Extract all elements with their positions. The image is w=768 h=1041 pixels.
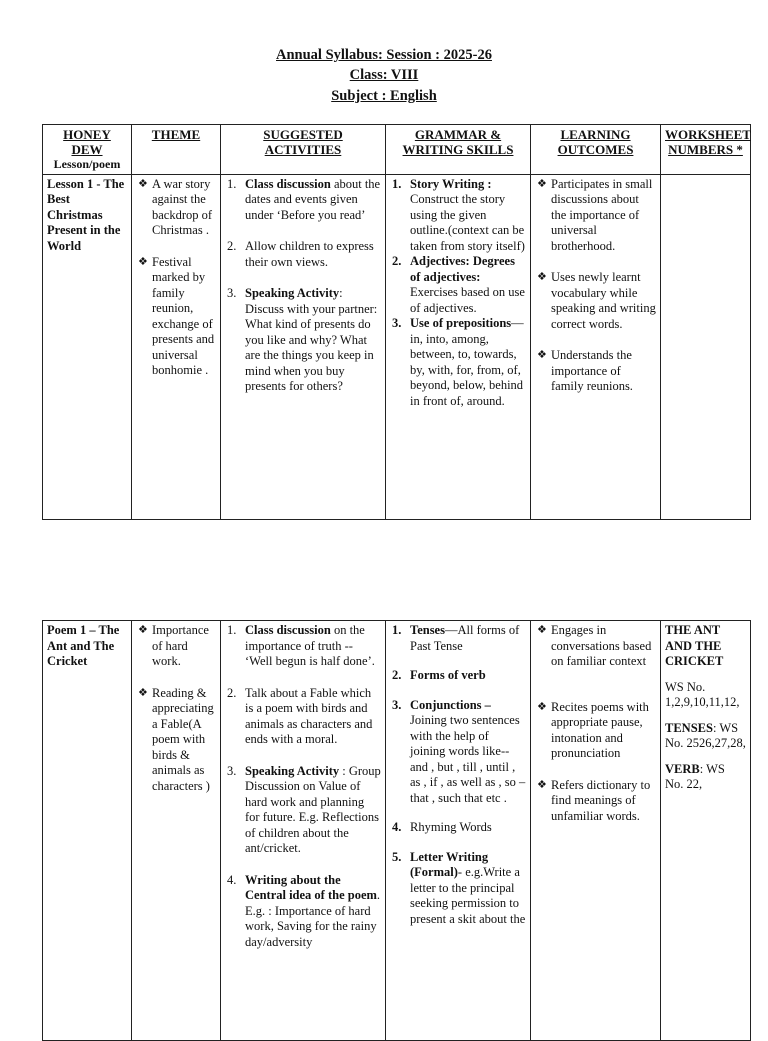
list-item: 3. Conjunctions – Joining two sentences with the help of joining words like-- and , but , till , until , as , if , as well as , so – that , such that etc . <box>392 697 526 805</box>
bullet-icon: ❖ <box>537 349 547 361</box>
list-item: 1. Class discussion on the importance of truth -- ‘Well begun is half done’. <box>227 623 375 668</box>
subject-heading: Subject : English <box>331 88 437 104</box>
outcomes-cell <box>531 174 661 519</box>
list-item: ❖ A war story against the backdrop of Christmas . <box>138 176 213 237</box>
table-row <box>43 174 751 519</box>
worksheet-cell <box>661 621 751 1041</box>
bullet-icon: ❖ <box>138 255 148 268</box>
list-item: 3. Speaking Activity : Group Discussion on Value of hard work and planning for future. E.g. Reflections of children about the ant/cricket. <box>227 763 381 855</box>
bullet-icon: ❖ <box>537 778 547 791</box>
class-heading: Class: VIII <box>349 67 419 83</box>
bullet-icon: ❖ <box>138 686 148 699</box>
col-header-grammar: GRAMMAR & WRITING SKILLS <box>386 125 531 175</box>
worksheet-title: THE ANT AND THE CRICKET <box>665 623 724 668</box>
list-item: 2. Allow children to express their own views. <box>227 239 374 269</box>
list-item: ❖ Reading & appreciating a Fable(A poem with birds & animals as characters ) <box>138 685 214 793</box>
list-item: ❖ Refers dictionary to find meanings of unfamiliar words. <box>537 777 651 823</box>
table-header-row <box>43 125 751 175</box>
list-item: ❖ Engages in conversations based on familiar context <box>537 623 652 668</box>
activities-cell <box>221 174 386 519</box>
bullet-icon: ❖ <box>537 624 547 636</box>
list-item: 1. Tenses—All forms of Past Tense <box>392 623 520 653</box>
list-item: ❖ Recites poems with appropriate pause, intonation and pronunciation <box>537 699 649 760</box>
syllabus-table-2 <box>42 620 751 1041</box>
col-header-worksheet: WORKSHEET NUMBERS * <box>661 125 751 175</box>
col-header-activities: SUGGESTED ACTIVITIES <box>221 125 386 175</box>
lesson-title: Poem 1 – The Ant and The Cricket <box>43 621 132 1041</box>
list-item: ❖ Understands the importance of family reunions. <box>537 348 633 393</box>
list-item: ❖ Importance of hard work. <box>138 623 209 668</box>
lesson-title: Lesson 1 - The Best Christmas Present in the World <box>43 174 132 519</box>
col-header-lesson: HONEY DEW Lesson/poem <box>43 125 132 175</box>
list-item: 3. Use of prepositions—in, into, among, between, to, towards, by, with, for, from, of, beyond, below, behind in front of, around. <box>392 316 524 408</box>
worksheet-tenses: TENSES: WS No. 2526,27,28, <box>665 720 746 750</box>
col-header-theme: THEME <box>132 125 221 175</box>
activities-cell <box>221 621 386 1041</box>
list-item: 2. Adjectives: Degrees of adjectives: Exercises based on use of adjectives. <box>392 254 525 315</box>
syllabus-table-1 <box>42 124 751 520</box>
list-item: 1. Class discussion about the dates and events given under ‘Before you read’ <box>227 176 381 222</box>
theme-cell <box>132 174 221 519</box>
list-item: 2. Talk about a Fable which is a poem with birds and animals as characters and ends with a moral. <box>227 685 373 746</box>
list-item: 4. Writing about the Central idea of the poem. E.g. : Importance of hard work, Saving for the rainy day/adversity <box>227 872 381 949</box>
list-item: 1. Story Writing : Construct the story using the given outline.(context can be taken from story itself) <box>392 176 525 253</box>
grammar-cell <box>386 621 531 1041</box>
syllabus-title: Annual Syllabus: Session : 2025-26 <box>276 47 492 63</box>
col-header-outcomes: LEARNING OUTCOMES <box>531 125 661 175</box>
outcomes-cell <box>531 621 661 1041</box>
list-item: 5. Letter Writing (Formal)- e.g.Write a letter to the principal seeking permission to present a skit about the <box>392 849 526 926</box>
bullet-icon: ❖ <box>537 177 547 190</box>
bullet-icon: ❖ <box>138 624 148 636</box>
worksheet-numbers: WS No. 1,2,9,10,11,12, <box>665 679 740 709</box>
worksheet-verb: VERB: WS No. 22, <box>665 761 725 791</box>
grammar-cell <box>386 174 531 519</box>
worksheet-cell <box>661 174 751 519</box>
list-item: 2. Forms of verb <box>392 668 486 682</box>
bullet-icon: ❖ <box>138 177 148 190</box>
list-item: ❖ Festival marked by family reunion, exchange of presents and universal bonhomie . <box>138 254 215 377</box>
table-row <box>43 621 751 1041</box>
list-item: 3. Speaking Activity: Discuss with your partner: What kind of presents do you like and why? What are the things you keep in mind when you buy presents for others? <box>227 286 378 393</box>
list-item: 4. Rhyming Words <box>392 820 492 834</box>
bullet-icon: ❖ <box>537 700 547 713</box>
list-item: ❖ Uses newly learnt vocabulary while speaking and writing correct words. <box>537 270 656 331</box>
theme-cell <box>132 621 221 1041</box>
bullet-icon: ❖ <box>537 271 547 283</box>
list-item: ❖ Participates in small discussions about the importance of universal brotherhood. <box>537 176 653 253</box>
